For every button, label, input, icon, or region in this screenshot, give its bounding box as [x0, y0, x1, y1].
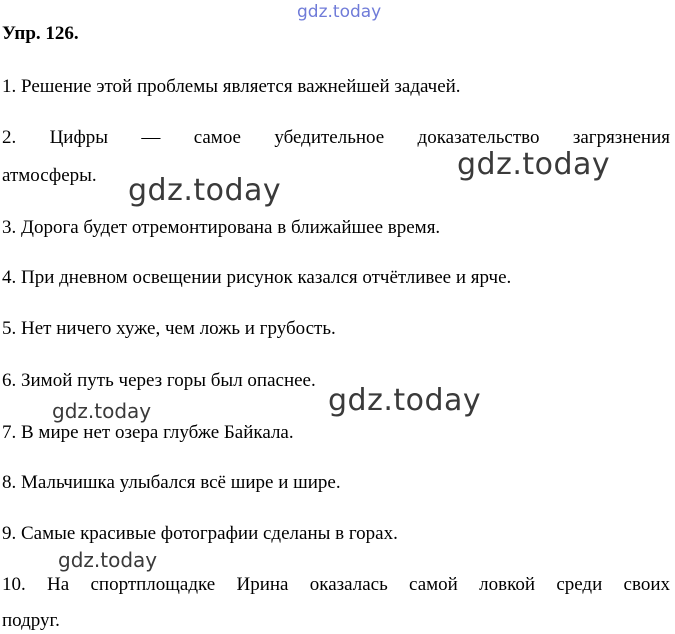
- exercise-line-9: 9. Самые красивые фотографии сделаны в горах.: [2, 523, 398, 544]
- exercise-line-6: 6. Зимой путь через горы был опаснее.: [2, 370, 316, 391]
- watermark-mid-right: gdz.today: [457, 147, 611, 182]
- watermark-mid-left: gdz.today: [128, 173, 282, 208]
- exercise-line-7: 7. В мире нет озера глубже Байкала.: [2, 422, 294, 443]
- exercise-line-10: 10. На спортплощадке Ирина оказалась самой ловкой среди своих: [2, 574, 670, 595]
- exercise-line-4: 4. При дневном освещении рисунок казался отчётливее и ярче.: [2, 267, 512, 288]
- exercise-line-10-continuation: подруг.: [2, 610, 60, 631]
- exercise-line-2: 2. Цифры — самое убедительное доказательство загрязнения: [2, 127, 670, 148]
- watermark-center: gdz.today: [328, 383, 482, 418]
- watermark-left-1: gdz.today: [52, 399, 152, 423]
- exercise-line-3: 3. Дорога будет отремонтирована в ближайшее время.: [2, 217, 441, 238]
- exercise-title: Упр. 126.: [2, 23, 79, 44]
- exercise-line-8: 8. Мальчишка улыбался всё шире и шире.: [2, 472, 341, 493]
- watermark-top: gdz.today: [297, 2, 382, 22]
- exercise-line-5: 5. Нет ничего хуже, чем ложь и грубость.: [2, 318, 336, 339]
- exercise-line-1: 1. Решение этой проблемы является важнейшей задачей.: [2, 76, 461, 97]
- watermark-left-2: gdz.today: [58, 548, 158, 572]
- exercise-line-2-continuation: атмосферы.: [2, 165, 97, 186]
